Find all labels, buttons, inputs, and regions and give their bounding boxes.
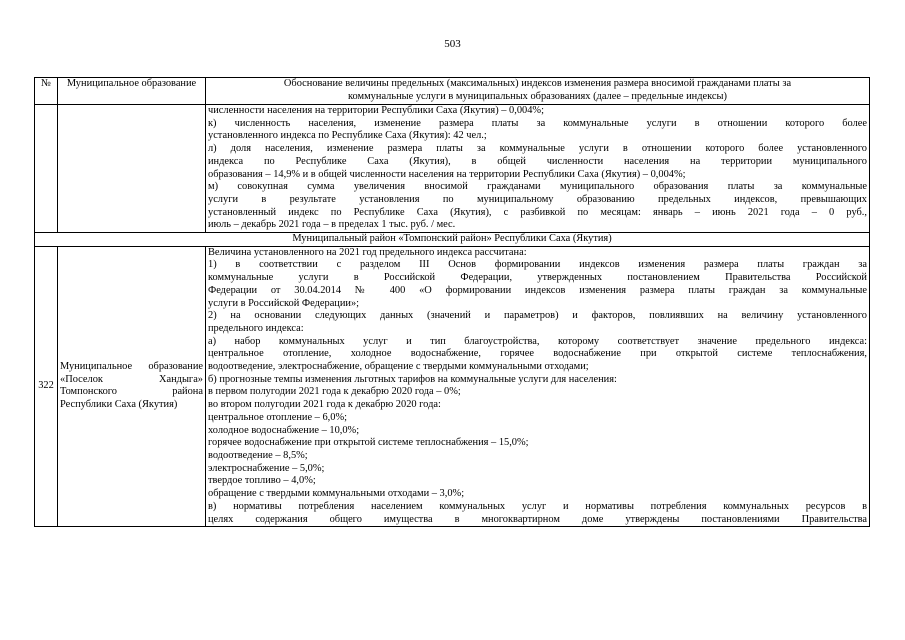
text-line: обращение с твердыми коммунальными отходами – 3,0%; <box>208 488 465 500</box>
continued-number-cell <box>35 105 58 233</box>
row-number: 322 <box>35 246 58 526</box>
text-line: водоотведение – 8,5%; <box>208 449 308 461</box>
text-line: услуги в результате установления по муниципальному образованию предельных индексов, превышающих <box>208 193 867 205</box>
text-line: образования – 14,9% и в общей численности населения на территории Республики Саха (Якутия) – 0,004%; <box>208 168 686 180</box>
text-line: Величина установленного на 2021 год предельного индекса рассчитана: <box>208 246 527 258</box>
text-line: услуги в Российской Федерации»; <box>208 297 360 309</box>
text-line: холодное водоснабжение – 10,0%; <box>208 424 360 436</box>
header-municipality: Муниципальное образование <box>58 78 206 105</box>
indices-table <box>34 77 870 527</box>
header-basis-line-2: коммунальные услуги в муниципальных образованиях (далее – предельные индексы) <box>348 90 727 102</box>
text-line: в) нормативы потребления населением коммунальных услуг и нормативы потребления коммунальных ресурсов в <box>208 500 867 512</box>
text-line: численности населения на территории Республики Саха (Якутия) – 0,004%; <box>208 105 544 116</box>
table-header-row <box>35 78 870 105</box>
text-line: 2) на основании следующих данных (значений и параметров) и факторов, повлиявших на величину установленного <box>208 310 867 322</box>
text-line: установленного индекса по Республике Саха (Якутия): 42 чел.; <box>208 130 487 142</box>
header-basis-line-1: Обоснование величины предельных (максимальных) индексов изменения размера вносимой гражданами платы за <box>283 78 792 89</box>
text-line: к) численность населения, изменение размера платы за коммунальные услуги в отношении которого более <box>208 117 867 129</box>
text-line: установленный индекс по Республике Саха (Якутия), с разбивкой по месяцам: январь – июнь 2021 года – 0 руб., <box>208 206 867 218</box>
text-line: твердое топливо – 4,0%; <box>208 475 316 487</box>
text-line: индекса по Республике Саха (Якутия), в общей численности населения на территории муниципального <box>208 155 867 167</box>
page-number: 503 <box>444 38 461 50</box>
continued-text-cell <box>206 105 870 233</box>
text-line: целях содержания общего имущества в многоквартирном доме утверждены постановлениями Правительства <box>208 513 867 525</box>
section-title: Муниципальный район «Томпонский район» Республики Саха (Якутия) <box>35 233 870 247</box>
table-row-322 <box>35 246 870 526</box>
text-line: в первом полугодии 2021 года к декабрю 2020 года – 0%; <box>208 386 461 398</box>
text-line: предельного индекса: <box>208 322 304 334</box>
text-line: Федерации от 30.04.2014 № 400 «О формировании индексов изменения размера платы граждан за коммунальные <box>208 284 867 296</box>
row-322-text-cell <box>206 246 870 526</box>
text-line: коммунальные услуги в Российской Федерации, утвержденных постановлением Правительства Российской <box>208 272 867 284</box>
header-basis <box>206 78 870 105</box>
continued-name-cell <box>58 105 206 233</box>
municipality-name: Муниципальное образование «Поселок Хандыга» Томпонского района Республики Саха (Якутия) <box>58 246 206 526</box>
text-line: во втором полугодии 2021 года к декабрю 2020 года: <box>208 399 441 411</box>
text-line: водоотведение, электроснабжение, обращение с твердыми коммунальными отходами; <box>208 361 589 373</box>
text-line: а) набор коммунальных услуг и тип благоустройства, которому соответствует значение предельного индекса: <box>208 335 867 347</box>
text-line: л) доля населения, изменение размера платы за коммунальные услуги в отношении которого более установленного <box>208 143 867 155</box>
text-line: 1) в соответствии с разделом III Основ формировании индексов изменения размера платы граждан за <box>208 259 867 271</box>
text-line: горячее водоснабжение при открытой системе теплоснабжения – 15,0%; <box>208 437 529 449</box>
continued-row <box>35 105 870 233</box>
text-line: июль – декабрь 2021 года – в пределах 1 тыс. руб. / мес. <box>208 219 456 231</box>
text-line: центральное отопление, холодное водоснабжение, горячее водоснабжение при открытой системе теплоснабжения, <box>208 348 867 360</box>
text-line: центральное отопление – 6,0%; <box>208 411 347 423</box>
text-line: б) прогнозные темпы изменения льготных тарифов на коммунальные услуги для населения: <box>208 373 617 385</box>
header-number: № <box>35 78 58 105</box>
text-line: м) совокупная сумма увеличения вносимой гражданами муниципального образования платы за коммунальные <box>208 181 867 193</box>
text-line: электроснабжение – 5,0%; <box>208 462 325 474</box>
section-row <box>35 233 870 247</box>
